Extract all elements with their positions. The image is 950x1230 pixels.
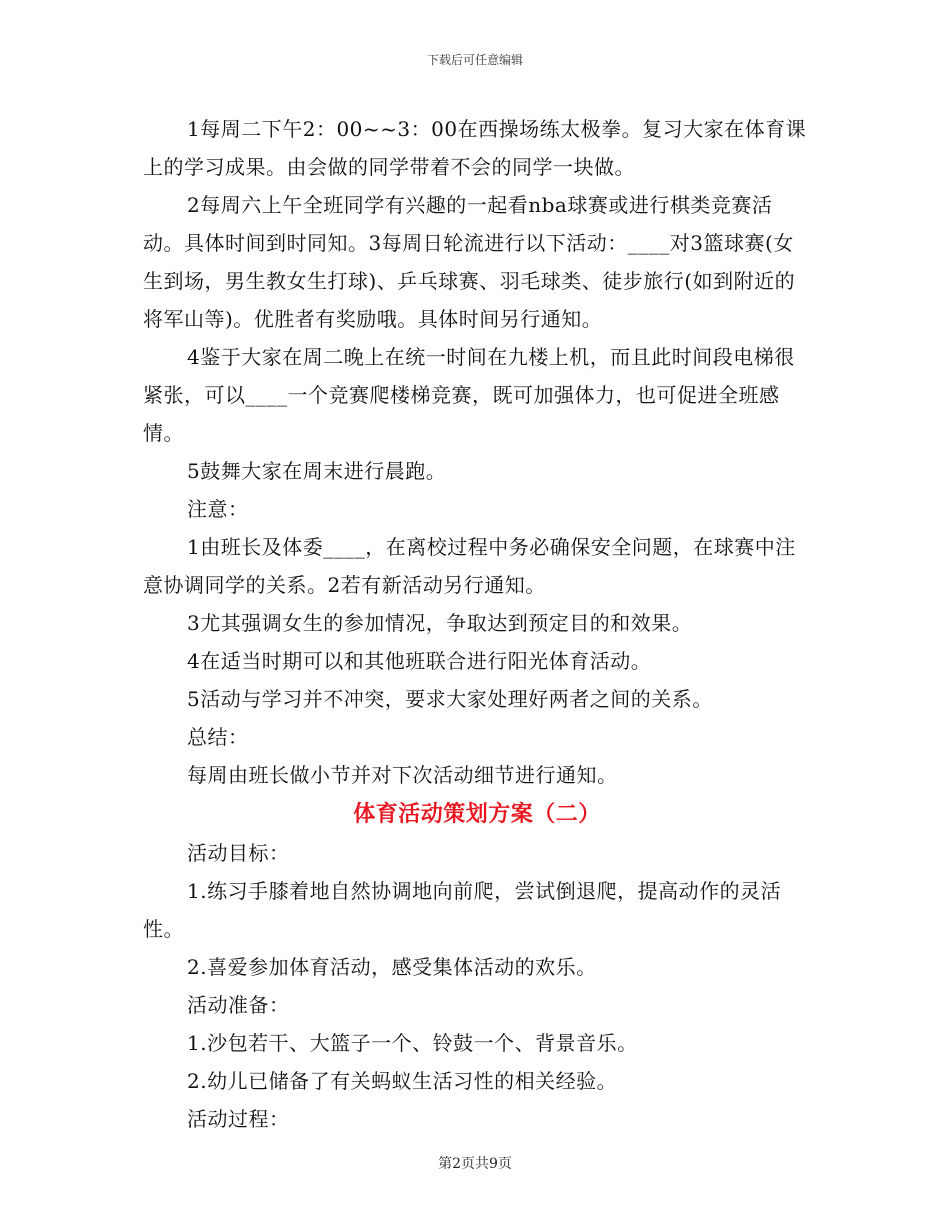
note-4: 4在适当时期可以和其他班联合进行阳光体育活动。 (187, 649, 652, 673)
paragraph-4: 5鼓舞大家在周末进行晨跑。 (187, 459, 447, 483)
notes-heading: 注意： (187, 497, 249, 521)
note-3: 3尤其强调女生的参加情况，争取达到预定目的和效果。 (187, 611, 693, 635)
note-1: 1由班长及体委____，在离校过程中务必确保安全问题，在球赛中注意协调同学的关系。2若有新活动另行通知。 (143, 535, 796, 597)
summary-text: 每周由班长做小节并对下次活动细节进行通知。 (187, 763, 618, 787)
page-footer: 第2页共9页 (438, 1156, 512, 1172)
page-header: 下载后可任意编辑 (426, 53, 523, 67)
section-title: 体育活动策划方案（二） (353, 801, 601, 827)
goal-1: 1.练习手膝着地自然协调地向前爬，尝试倒退爬，提高动作的灵活性。 (143, 879, 782, 941)
preparation-2: 2.幼儿已储备了有关蚂蚁生活习性的相关经验。 (187, 1069, 618, 1093)
summary-heading: 总结： (187, 725, 249, 749)
paragraph-3: 4鉴于大家在周二晚上在统一时间在九楼上机，而且此时间段电梯很紧张，可以____一个竞赛爬楼梯竞赛，既可加强体力，也可促进全班感情。 (143, 345, 795, 445)
preparation-heading: 活动准备： (187, 993, 290, 1017)
process-heading: 活动过程： (187, 1107, 290, 1131)
document-body (143, 110, 811, 1138)
preparation-1: 1.沙包若干、大篮子一个、铃鼓一个、背景音乐。 (187, 1031, 638, 1055)
paragraph-1: 1每周二下午2：00~~3：00在西操场练太极拳。复习大家在体育课上的学习成果。由会做的同学带着不会的同学一块做。 (143, 117, 807, 179)
note-5: 5活动与学习并不冲突，要求大家处理好两者之间的关系。 (187, 687, 713, 711)
paragraph-2: 2每周六上午全班同学有兴趣的一起看nba球赛或进行棋类竞赛活动。具体时间到时同知。3每周日轮流进行以下活动：____对3篮球赛(女生到场，男生教女生打球)、乒乓球赛、羽毛球类、徒步旅行(如到附近的将军山等)。优胜者有奖励哦。具体时间另行通知。 (143, 193, 796, 331)
goal-2: 2.喜爱参加体育活动，感受集体活动的欢乐。 (187, 955, 597, 979)
goals-heading: 活动目标： (187, 841, 290, 865)
